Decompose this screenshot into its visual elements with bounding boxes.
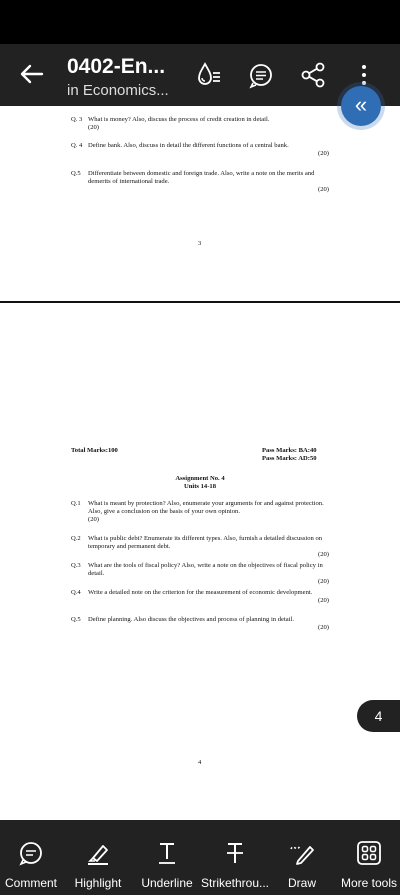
question-item: Q.1 What is meant by protection? Also, enumerate your arguments for and against protection. Also, give a conclusion on the basis of your own opinion. (20)	[71, 500, 324, 523]
question-item: Q.5 Define planning. Also discuss the objectives and process of planning in detail. (20)	[71, 616, 329, 631]
document-title[interactable]: 0402-En...	[67, 55, 166, 78]
underline-text-icon	[154, 840, 180, 866]
question-item: Q.3 What are the tools of fiscal policy? Also, write a note on the objectives of fiscal policy in detail. (20)	[71, 562, 329, 585]
comment-icon	[18, 840, 44, 866]
total-marks: Total Marks:100	[71, 447, 118, 454]
document-location[interactable]: in Economics...	[67, 82, 169, 99]
question-item: Q.2 What is public debt? Enumerate its different types. Also, furnish a detailed discussion on temporary and permanent debt. (20)	[71, 535, 329, 558]
pen-draw-icon	[289, 840, 315, 866]
strikethrough-text-icon	[222, 840, 248, 866]
draw-tool-button[interactable]: Draw	[273, 820, 331, 895]
page-number: 4	[198, 759, 202, 766]
pass-marks-ad: Pass Marks: AD:50	[262, 455, 317, 462]
question-item: Q. 3 What is money? Also, discuss the process of credit creation in detail. (20)	[71, 116, 270, 131]
page-divider	[0, 301, 400, 303]
share-icon[interactable]	[299, 61, 327, 89]
strikethrough-tool-button[interactable]: Strikethrou...	[200, 820, 270, 895]
comment-tool-button[interactable]: Comment	[0, 820, 62, 895]
status-bar	[0, 0, 400, 44]
pdf-viewer[interactable]	[0, 106, 400, 820]
question-item: Q.5 Differentiate between domestic and foreign trade. Also, write a note on the merits and demerits of international trade. (20)	[71, 170, 329, 193]
question-item: Q.4 Write a detailed note on the criterion for the measurement of economic development. (20)	[71, 589, 329, 604]
app-bar	[0, 44, 400, 106]
units-label: Units 14-18	[183, 483, 217, 490]
annotation-toolbar	[0, 820, 400, 895]
double-chevron-left-icon: «	[354, 92, 368, 117]
grid-tools-icon	[356, 840, 382, 866]
collapse-toolbar-button[interactable]	[341, 86, 381, 126]
liquid-mode-icon[interactable]	[194, 61, 222, 89]
question-item: Q. 4 Define bank. Also, discuss in detail the different functions of a central bank. (20)	[71, 142, 329, 157]
highlighter-icon	[85, 840, 111, 866]
page-indicator[interactable]: 4	[357, 700, 400, 732]
page-number: 3	[198, 240, 202, 247]
highlight-tool-button[interactable]: Highlight	[67, 820, 129, 895]
pass-marks-ba: Pass Marks: BA:40	[262, 447, 317, 454]
comments-list-icon[interactable]	[247, 61, 275, 89]
back-arrow-icon[interactable]	[18, 60, 46, 88]
assignment-title: Assignment No. 4	[175, 475, 225, 482]
underline-tool-button[interactable]: Underline	[136, 820, 198, 895]
more-tools-button[interactable]: More tools	[338, 820, 400, 895]
more-options-icon[interactable]	[350, 61, 378, 89]
